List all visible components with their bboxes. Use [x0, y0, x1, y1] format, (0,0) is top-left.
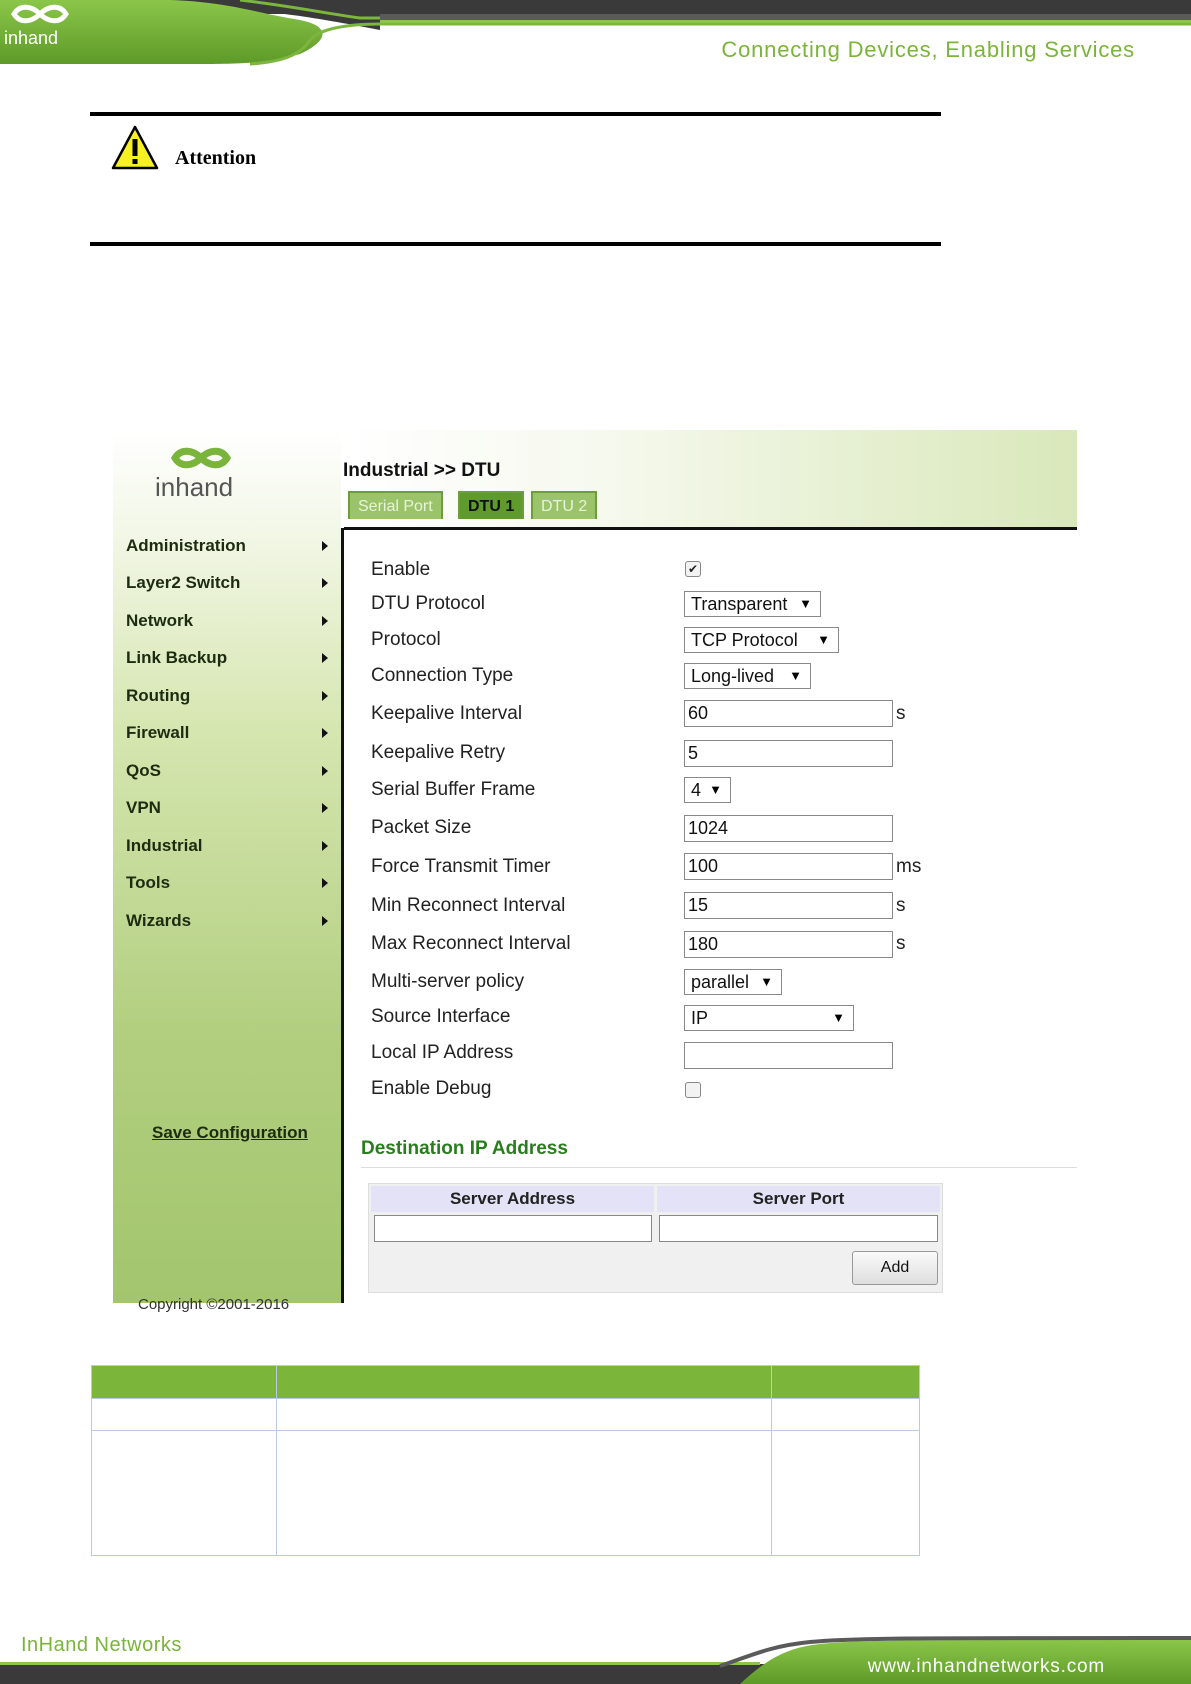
max-reconnect-interval-unit: s [896, 933, 906, 954]
table-cell [277, 1431, 772, 1556]
svg-text:inhand: inhand [155, 472, 234, 502]
chevron-right-icon [322, 841, 328, 851]
dtu-protocol-select[interactable]: Transparent ▼ [684, 591, 821, 617]
chevron-right-icon [322, 616, 328, 626]
serial-buffer-frame-label: Serial Buffer Frame [371, 779, 536, 800]
save-configuration-link[interactable]: Save Configuration [152, 1123, 308, 1142]
min-reconnect-interval-label: Min Reconnect Interval [371, 895, 566, 916]
tab-dtu-2[interactable]: DTU 2 [531, 491, 597, 519]
protocol-select[interactable]: TCP Protocol ▼ [684, 627, 839, 653]
max-reconnect-interval-input[interactable]: 180 [684, 931, 893, 958]
menu-item-administration[interactable]: Administration [126, 536, 246, 555]
multi-server-policy-label: Multi-server policy [371, 971, 525, 992]
chevron-right-icon [322, 878, 328, 888]
local-ip-address-input[interactable] [684, 1042, 893, 1069]
server-table [368, 1183, 943, 1293]
enable-checkbox[interactable]: ✔ [685, 561, 701, 577]
keepalive-retry-label: Keepalive Retry [371, 742, 506, 763]
inhand-logo-icon [153, 442, 235, 502]
chevron-right-icon [322, 916, 328, 926]
dtu-config-screenshot [113, 430, 1077, 1313]
chevron-right-icon [322, 691, 328, 701]
sidebar [113, 430, 344, 1313]
enable-debug-checkbox[interactable] [685, 1082, 701, 1098]
serial-buffer-frame-select[interactable]: 4 ▼ [684, 777, 731, 803]
svg-text:inhand: inhand [4, 28, 59, 48]
attention-label: Attention [175, 147, 257, 169]
menu-item-network[interactable]: Network [126, 611, 194, 630]
dropdown-arrow-icon: ▼ [799, 596, 812, 611]
add-button[interactable]: Add [852, 1251, 938, 1285]
dropdown-arrow-icon: ▼ [832, 1010, 845, 1025]
warning-triangle-icon [110, 124, 160, 172]
local-ip-address-label: Local IP Address [371, 1042, 514, 1063]
min-reconnect-interval-input[interactable]: 15 [684, 892, 893, 919]
table-cell [92, 1431, 277, 1556]
breadcrumb: Industrial >> DTU [343, 460, 501, 481]
table-header-row [92, 1366, 920, 1399]
menu-item-routing[interactable]: Routing [126, 686, 191, 705]
keepalive-interval-label: Keepalive Interval [371, 703, 523, 724]
chevron-right-icon [322, 653, 328, 663]
chevron-right-icon [322, 766, 328, 776]
tab-serial-port[interactable]: Serial Port [348, 491, 443, 519]
server-address-input[interactable] [374, 1215, 652, 1242]
keepalive-interval-input[interactable]: 60 [684, 700, 893, 727]
menu-item-vpn[interactable]: VPN [126, 798, 161, 817]
enable-label: Enable [371, 559, 431, 580]
force-transmit-timer-input[interactable]: 100 [684, 853, 893, 880]
force-transmit-timer-label: Force Transmit Timer [371, 856, 551, 877]
footer-company: InHand Networks [21, 1634, 182, 1656]
source-interface-label: Source Interface [371, 1006, 511, 1027]
dropdown-arrow-icon: ▼ [709, 782, 722, 797]
packet-size-label: Packet Size [371, 817, 472, 838]
connection-type-label: Connection Type [371, 665, 514, 686]
packet-size-input[interactable]: 1024 [684, 815, 893, 842]
footer-website: www.inhandnetworks.com [867, 1656, 1105, 1677]
header-tagline: Connecting Devices, Enabling Services [721, 37, 1135, 62]
chevron-right-icon [322, 541, 328, 551]
chevron-right-icon [322, 578, 328, 588]
menu-item-layer2-switch[interactable]: Layer2 Switch [126, 573, 241, 592]
table-cell [771, 1399, 919, 1431]
dropdown-arrow-icon: ▼ [789, 668, 802, 683]
table-cell [277, 1399, 772, 1431]
keepalive-retry-input[interactable]: 5 [684, 740, 893, 767]
min-reconnect-interval-unit: s [896, 895, 906, 916]
force-transmit-timer-unit: ms [896, 856, 922, 877]
menu-item-link-backup[interactable]: Link Backup [126, 648, 228, 667]
keepalive-interval-unit: s [896, 703, 906, 724]
multi-server-policy-select[interactable]: parallel ▼ [684, 969, 782, 995]
table-row [92, 1431, 920, 1556]
inhand-logo-icon [0, 0, 80, 50]
menu-item-industrial[interactable]: Industrial [126, 836, 203, 855]
dropdown-arrow-icon: ▼ [760, 974, 773, 989]
content-divider [344, 527, 1077, 530]
destination-divider [361, 1167, 1077, 1168]
menu-item-wizards[interactable]: Wizards [126, 911, 192, 930]
server-address-header: Server Address [371, 1186, 654, 1212]
chevron-right-icon [322, 803, 328, 813]
menu-item-firewall[interactable]: Firewall [126, 723, 190, 742]
table-header-cell [92, 1366, 277, 1399]
destination-ip-title: Destination IP Address [361, 1138, 568, 1159]
dropdown-arrow-icon: ▼ [817, 632, 830, 647]
server-port-header: Server Port [657, 1186, 940, 1212]
connection-type-select[interactable]: Long-lived ▼ [684, 663, 811, 689]
server-port-input[interactable] [659, 1215, 938, 1242]
table-header-cell [277, 1366, 772, 1399]
menu-item-qos[interactable]: QoS [126, 761, 161, 780]
copyright-text: Copyright ©2001-2016 [138, 1296, 290, 1313]
table-header-cell [771, 1366, 919, 1399]
parameter-table [91, 1365, 920, 1556]
table-row [92, 1399, 920, 1431]
table-cell [771, 1431, 919, 1556]
tab-dtu-1[interactable]: DTU 1 [458, 491, 524, 519]
source-interface-select[interactable]: IP ▼ [684, 1005, 854, 1031]
dtu-protocol-label: DTU Protocol [371, 593, 486, 614]
attention-top-rule [90, 112, 941, 116]
enable-debug-label: Enable Debug [371, 1078, 492, 1099]
protocol-label: Protocol [371, 629, 441, 650]
max-reconnect-interval-label: Max Reconnect Interval [371, 933, 571, 954]
menu-item-tools[interactable]: Tools [126, 873, 171, 892]
page-footer [0, 1626, 1191, 1684]
table-cell [92, 1399, 277, 1431]
chevron-right-icon [322, 728, 328, 738]
attention-bottom-rule [90, 242, 941, 246]
page-header [0, 0, 1191, 66]
